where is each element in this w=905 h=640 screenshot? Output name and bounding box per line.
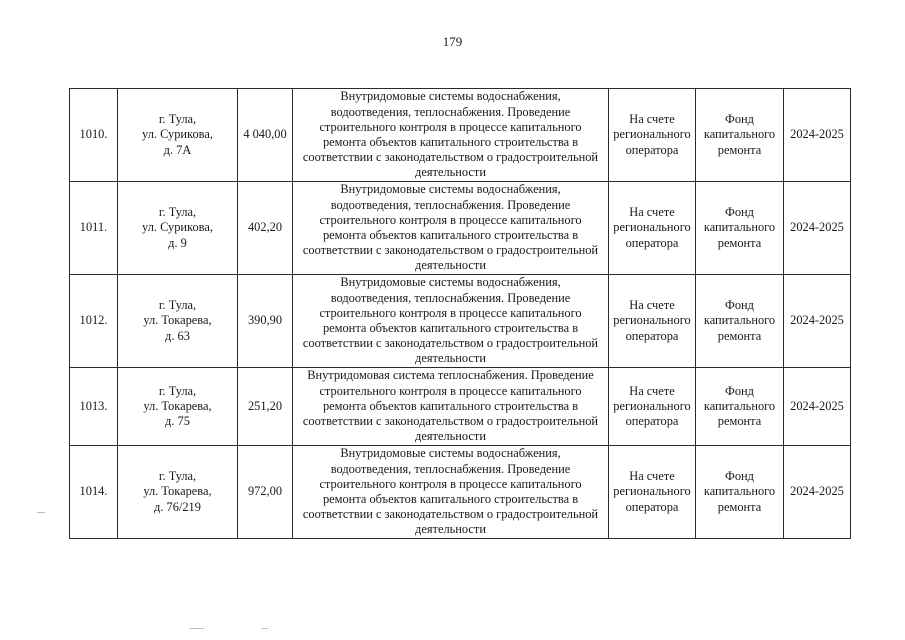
work-description-line: деятельности [415, 522, 486, 537]
account-line: регионального [613, 398, 691, 413]
account-cell [609, 182, 696, 275]
work-description-line: деятельности [415, 258, 486, 273]
funding-source-line: Фонд [725, 469, 754, 484]
funding-source-line: капитального [703, 127, 776, 142]
account-line: оператора [625, 328, 679, 343]
account-line: На счете [629, 298, 675, 313]
address-line: г. Тула, [158, 469, 197, 484]
work-description-line: деятельности [415, 351, 486, 366]
row-number-cell: 1012. [70, 275, 118, 368]
account-cell [609, 89, 696, 182]
funding-source-cell [696, 89, 784, 182]
address-cell [118, 182, 238, 275]
address-line: г. Тула, [158, 205, 197, 220]
work-description-line: ремонта объектов капитального строительства в [322, 135, 579, 149]
funding-source-cell [696, 368, 784, 446]
address-cell [118, 446, 238, 539]
work-description-line: строительного контроля в процессе капитального [319, 119, 582, 134]
work-description-line: Внутридомовые системы водоснабжения, [340, 182, 561, 197]
row-number-cell: 1010. [70, 89, 118, 182]
address-line: д. 7А [163, 142, 192, 157]
work-description-line: ремонта объектов капитального строительства в [322, 321, 579, 335]
scan-speck [190, 628, 204, 629]
period-cell: 2024-2025 [784, 446, 851, 539]
work-description-line: соответствии с законодательством о градостроительной [302, 243, 599, 258]
row-number-cell: 1014. [70, 446, 118, 539]
work-description-line: Внутридомовые системы водоснабжения, [340, 275, 561, 290]
account-line: На счете [629, 469, 675, 484]
account-line: оператора [625, 235, 679, 250]
funding-source-line: ремонта [717, 414, 762, 429]
scan-speck [37, 512, 45, 513]
work-description-cell [293, 446, 609, 539]
funding-source-line: Фонд [725, 298, 754, 313]
funding-source-line: капитального [703, 220, 776, 235]
address-line: д. 75 [165, 414, 190, 429]
work-description-line: Внутридомовая система теплоснабжения. Проведение [307, 368, 594, 383]
work-description-line: строительного контроля в процессе капитального [319, 476, 582, 491]
work-description-cell [293, 182, 609, 275]
address-line: д. 76/219 [154, 499, 201, 514]
work-description-line: соответствии с законодательством о градостроительной [302, 150, 599, 165]
work-description-line: Внутридомовые системы водоснабжения, [340, 446, 561, 461]
funding-source-line: капитального [703, 398, 776, 413]
account-cell [609, 446, 696, 539]
funding-source-line: Фонд [725, 205, 754, 220]
account-line: регионального [613, 313, 691, 328]
account-cell [609, 368, 696, 446]
address-cell [118, 275, 238, 368]
row-number-cell: 1013. [70, 368, 118, 446]
work-description-line: ремонта объектов капитального строительства в [322, 492, 579, 506]
cost-cell: 251,20 [238, 368, 293, 446]
work-description-cell [293, 89, 609, 182]
account-line: регионального [613, 127, 691, 142]
address-line: ул. Сурикова, [142, 127, 213, 142]
work-description-cell [293, 275, 609, 368]
address-line: ул. Токарева, [143, 398, 212, 413]
funding-source-line: ремонта [717, 235, 762, 250]
funding-source-line: Фонд [725, 383, 754, 398]
work-description-line: водоотведения, теплоснабжения. Проведение [330, 197, 571, 212]
work-description-line: соответствии с законодательством о градостроительной [302, 507, 599, 522]
address-line: г. Тула, [158, 298, 197, 313]
table-body [70, 89, 851, 539]
repair-program-table [69, 88, 851, 539]
work-description-line: ремонта объектов капитального строительства в [322, 228, 579, 242]
work-description-line: ремонта объектов капитального строительства в [322, 398, 579, 413]
funding-source-line: Фонд [725, 112, 754, 127]
funding-source-cell [696, 446, 784, 539]
work-description-line: деятельности [415, 165, 486, 180]
period-cell: 2024-2025 [784, 89, 851, 182]
table-row [70, 446, 851, 539]
account-line: оператора [625, 499, 679, 514]
work-description-line: строительного контроля в процессе капитального [319, 383, 582, 398]
cost-cell: 390,90 [238, 275, 293, 368]
work-description-line: соответствии с законодательством о градостроительной [302, 336, 599, 351]
work-description-line: строительного контроля в процессе капитального [319, 212, 582, 227]
address-line: г. Тула, [158, 112, 197, 127]
account-line: регионального [613, 484, 691, 499]
address-cell [118, 368, 238, 446]
address-line: ул. Сурикова, [142, 220, 213, 235]
account-line: оператора [625, 414, 679, 429]
funding-source-line: ремонта [717, 499, 762, 514]
table-row [70, 275, 851, 368]
cost-cell: 972,00 [238, 446, 293, 539]
address-cell [118, 89, 238, 182]
address-line: д. 9 [168, 235, 187, 250]
period-cell: 2024-2025 [784, 182, 851, 275]
work-description-line: соответствии с законодательством о градостроительной [302, 414, 599, 429]
funding-source-line: ремонта [717, 328, 762, 343]
work-description-line: водоотведения, теплоснабжения. Проведение [330, 290, 571, 305]
account-line: оператора [625, 142, 679, 157]
address-line: г. Тула, [158, 383, 197, 398]
funding-source-cell [696, 182, 784, 275]
work-description-line: строительного контроля в процессе капитального [319, 305, 582, 320]
address-line: д. 63 [165, 328, 190, 343]
period-cell: 2024-2025 [784, 368, 851, 446]
funding-source-line: капитального [703, 484, 776, 499]
scan-speck [262, 628, 268, 629]
cost-cell: 4 040,00 [238, 89, 293, 182]
account-line: На счете [629, 112, 675, 127]
period-cell: 2024-2025 [784, 275, 851, 368]
table-row [70, 182, 851, 275]
work-description-line: Внутридомовые системы водоснабжения, [340, 89, 561, 104]
table-row [70, 368, 851, 446]
work-description-line: водоотведения, теплоснабжения. Проведение [330, 104, 571, 119]
work-description-line: деятельности [415, 429, 486, 444]
account-line: На счете [629, 383, 675, 398]
account-line: На счете [629, 205, 675, 220]
page-number: 179 [442, 34, 463, 49]
cost-cell: 402,20 [238, 182, 293, 275]
funding-source-line: ремонта [717, 142, 762, 157]
account-cell [609, 275, 696, 368]
funding-source-cell [696, 275, 784, 368]
account-line: регионального [613, 220, 691, 235]
table-row [70, 89, 851, 182]
address-line: ул. Токарева, [143, 313, 212, 328]
work-description-line: водоотведения, теплоснабжения. Проведение [330, 461, 571, 476]
address-line: ул. Токарева, [143, 484, 212, 499]
funding-source-line: капитального [703, 313, 776, 328]
row-number-cell: 1011. [70, 182, 118, 275]
work-description-cell [293, 368, 609, 446]
